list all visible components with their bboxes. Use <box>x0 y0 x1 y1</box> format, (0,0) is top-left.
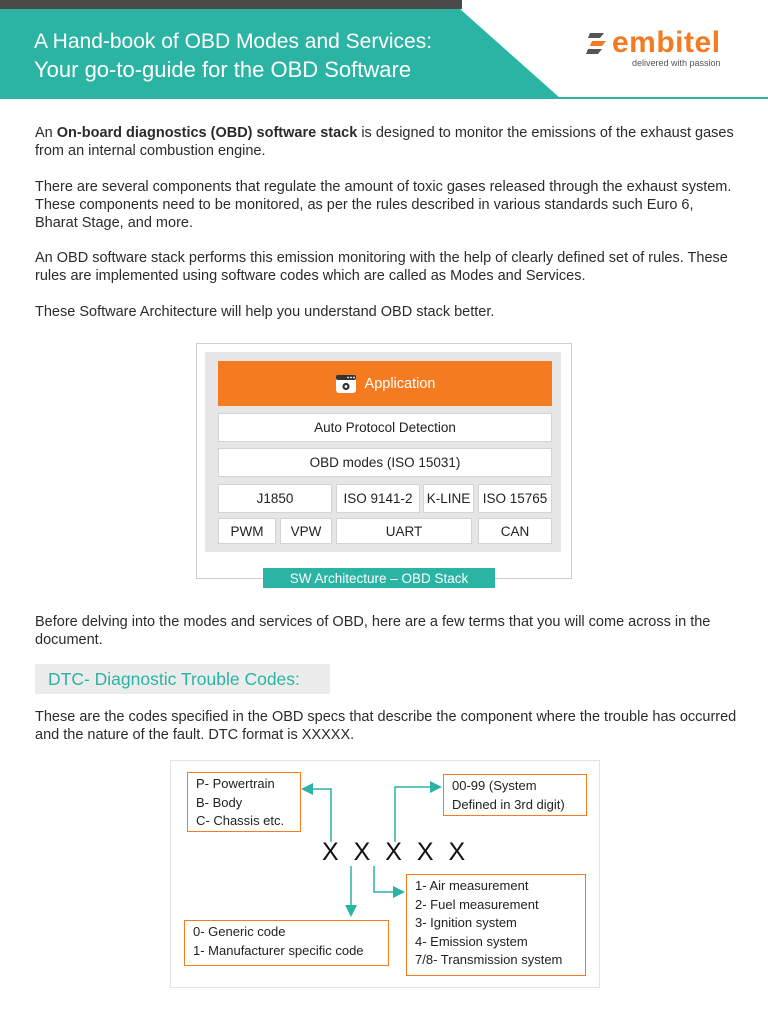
auto-protocol-layer: Auto Protocol Detection <box>218 413 552 442</box>
first-digit-item: B- Body <box>196 794 243 810</box>
header-title: A Hand-book of OBD Modes and Services: <box>34 30 433 53</box>
protocol-kline: K-LINE <box>423 484 474 513</box>
logo-text: embitel <box>612 26 721 59</box>
intro-paragraph-1: An On-board diagnostics (OBD) software stack is designed to monitor the emissions of the exhaust gases from an internal combustion engine. <box>35 125 734 159</box>
physical-vpw: VPW <box>280 518 332 544</box>
arrow-third-digit <box>374 866 402 892</box>
intro-paragraph-3: An OBD software stack performs this emission monitoring with the help of clearly defined set of rules. These rules are implemented using software codes which are called as Modes and Services. <box>35 250 728 284</box>
terms-intro-paragraph: Before delving into the modes and services of OBD, here are a few terms that you will come across in the document. <box>35 614 711 648</box>
intro-paragraph-2: There are several components that regulate the amount of toxic gases released through the exhaust system. These components need to be monitored, as per the rules described in various standards such Euro 6, Bharat Stage, and more. <box>35 179 732 231</box>
physical-pwm: PWM <box>218 518 276 544</box>
third-digit-item: 3- Ignition system <box>415 915 517 930</box>
protocol-j1850: J1850 <box>218 484 332 513</box>
second-digit-item: 0- Generic code <box>193 924 286 939</box>
protocol-iso15765: ISO 15765 <box>478 484 552 513</box>
arrow-last-digits <box>395 787 439 842</box>
second-digit-item: 1- Manufacturer specific code <box>193 942 364 958</box>
protocol-iso9141: ISO 9141-2 <box>336 484 420 513</box>
third-digit-item: 1- Air measurement <box>415 878 529 893</box>
obd-stack-term: On-board diagnostics (OBD) software stack <box>56 125 358 141</box>
first-digit-item: P- Powertrain <box>196 776 275 791</box>
application-label: Application <box>364 375 436 392</box>
first-digit-item: C- Chassis etc. <box>196 813 285 828</box>
dtc-section-title: DTC- Diagnostic Trouble Codes: <box>35 664 330 694</box>
physical-can: CAN <box>478 518 552 544</box>
arrow-first-digit <box>304 789 331 842</box>
third-digit-item: 4- Emission system <box>415 933 528 949</box>
header-subtitle: Your go-to-guide for the OBD Software <box>34 57 412 82</box>
architecture-caption: SW Architecture – OBD Stack <box>263 568 495 588</box>
obd-modes-layer: OBD modes (ISO 15031) <box>218 448 552 477</box>
last-digits-line: Defined in 3rd digit) <box>452 796 565 812</box>
intro-paragraph-4: These Software Architecture will help you understand OBD stack better. <box>35 304 495 320</box>
dtc-description: These are the codes specified in the OBD specs that describe the component where the trouble has occurred and the nature of the fault. DTC format is XXXXX. <box>35 709 737 743</box>
last-digits-line: 00-99 (System <box>452 778 537 793</box>
third-digit-item: 2- Fuel measurement <box>415 896 539 912</box>
physical-uart: UART <box>336 518 472 544</box>
dtc-code-format: X X X X X <box>322 838 470 866</box>
third-digit-item: 7/8- Transmission system <box>415 952 563 967</box>
logo-tagline: delivered with passion <box>632 58 721 68</box>
